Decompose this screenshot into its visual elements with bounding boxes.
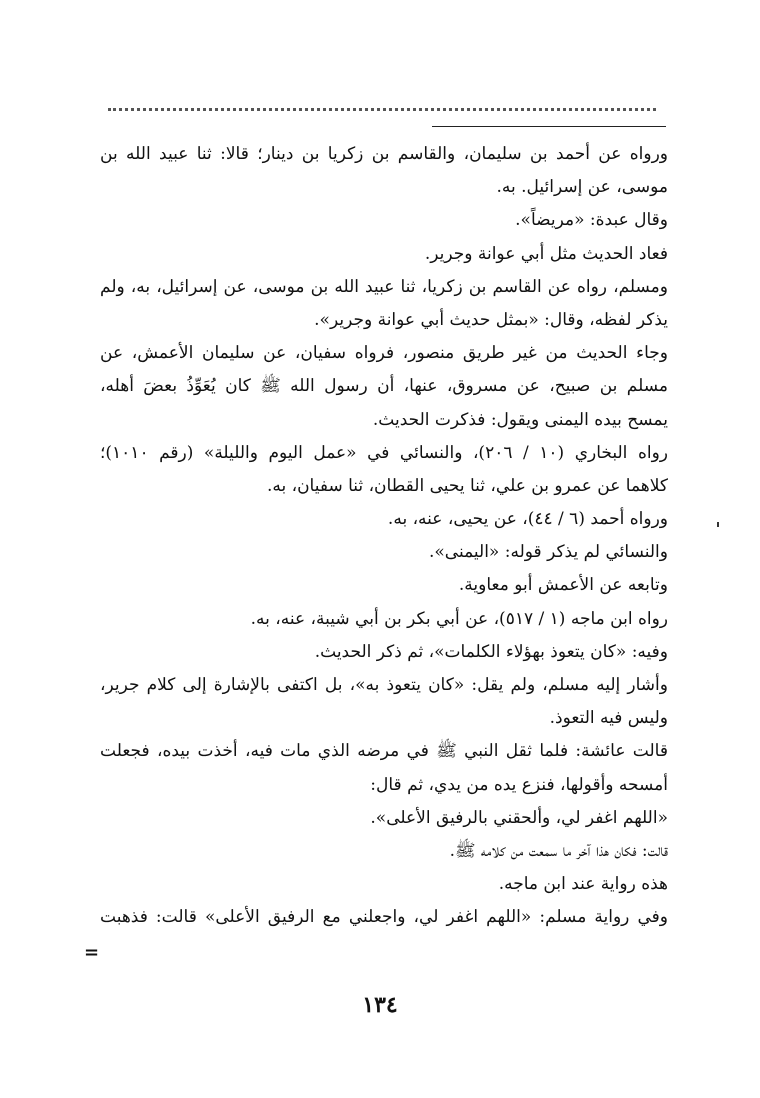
text-line: وفي رواية مسلم: «اللهم اغفر لي، واجعلني مع الرفيق الأعلى» قالت: فذهبت — [100, 907, 668, 928]
text-line: وليس فيه التعوذ. — [549, 708, 668, 729]
dotted-separator — [108, 108, 656, 111]
text-line: وجاء الحديث من غير طريق منصور، فرواه سفيان، عن سليمان الأعمش، عن — [100, 343, 668, 364]
text-line: «اللهم اغفر لي، وألحقني بالرفيق الأعلى». — [370, 807, 668, 828]
text-line: وتابعه عن الأعمش أبو معاوية. — [458, 575, 668, 596]
text-line: قالت عائشة: فلما ثقل النبي ﷺ في مرضه الذي مات فيه، أخذت بيده، فجعلت — [100, 741, 668, 762]
text-line: أمسحه وأقولها، فنزع يده من يدي، ثم قال: — [370, 774, 668, 795]
text-line: ورواه أحمد (٦ / ٤٤)، عن يحيى، عنه، به. — [387, 509, 668, 530]
text-line: موسى، عن إسرائيل. به. — [496, 177, 668, 198]
text-line: كلاهما عن عمرو بن علي، ثنا يحيى القطان، ثنا سفيان، به. — [266, 475, 668, 496]
text-line: مسلم بن صبيح، عن مسروق، عنها، أن رسول الله ﷺ كان يُعَوِّذُ بعضَ أهله، — [100, 376, 668, 397]
page-number: ١٣٤ — [362, 992, 398, 1018]
text-line: ومسلم، رواه عن القاسم بن زكريا، ثنا عبيد الله بن موسى، عن إسرائيل، به، ولم — [100, 276, 668, 297]
text-line: وقال عبدة: «مريضاً». — [515, 210, 668, 231]
text-line: يمسح بيده اليمنى ويقول: فذكرت الحديث. — [372, 409, 668, 430]
text-line: فعاد الحديث مثل أبي عوانة وجرير. — [424, 243, 668, 264]
text-line: هذه رواية عند ابن ماجه. — [498, 874, 668, 895]
scan-speck — [717, 522, 719, 527]
text-line: رواه ابن ماجه (١ / ٥١٧)، عن أبي بكر بن أبي شيبة، عنه، به. — [250, 608, 668, 629]
text-line: وأشار إليه مسلم، ولم يقل: «كان يتعوذ به»، بل اكتفى بالإشارة إلى كلام جرير، — [100, 675, 668, 695]
text-line: وفيه: «كان يتعوذ بهؤلاء الكلمات»، ثم ذكر الحديث. — [314, 641, 668, 662]
text-line: يذكر لفظه، وقال: «بمثل حديث أبي عوانة وجرير». — [314, 309, 668, 330]
text-line: قالت: فكان هذا آخر ما سمعت من كلامه ﷺ. — [449, 840, 668, 861]
text-line: والنسائي لم يذكر قوله: «اليمنى». — [428, 542, 668, 563]
footnote-rule — [432, 126, 666, 127]
continuation-mark: = — [84, 942, 100, 963]
footnote-text — [100, 138, 668, 935]
text-line: ورواه عن أحمد بن سليمان، والقاسم بن زكريا بن دينار؛ قالا: ثنا عبيد الله بن — [100, 144, 668, 164]
text-line: رواه البخاري (١٠ / ٢٠٦)، والنسائي في «عمل اليوم والليلة» (رقم ١٠١٠)؛ — [100, 442, 668, 463]
